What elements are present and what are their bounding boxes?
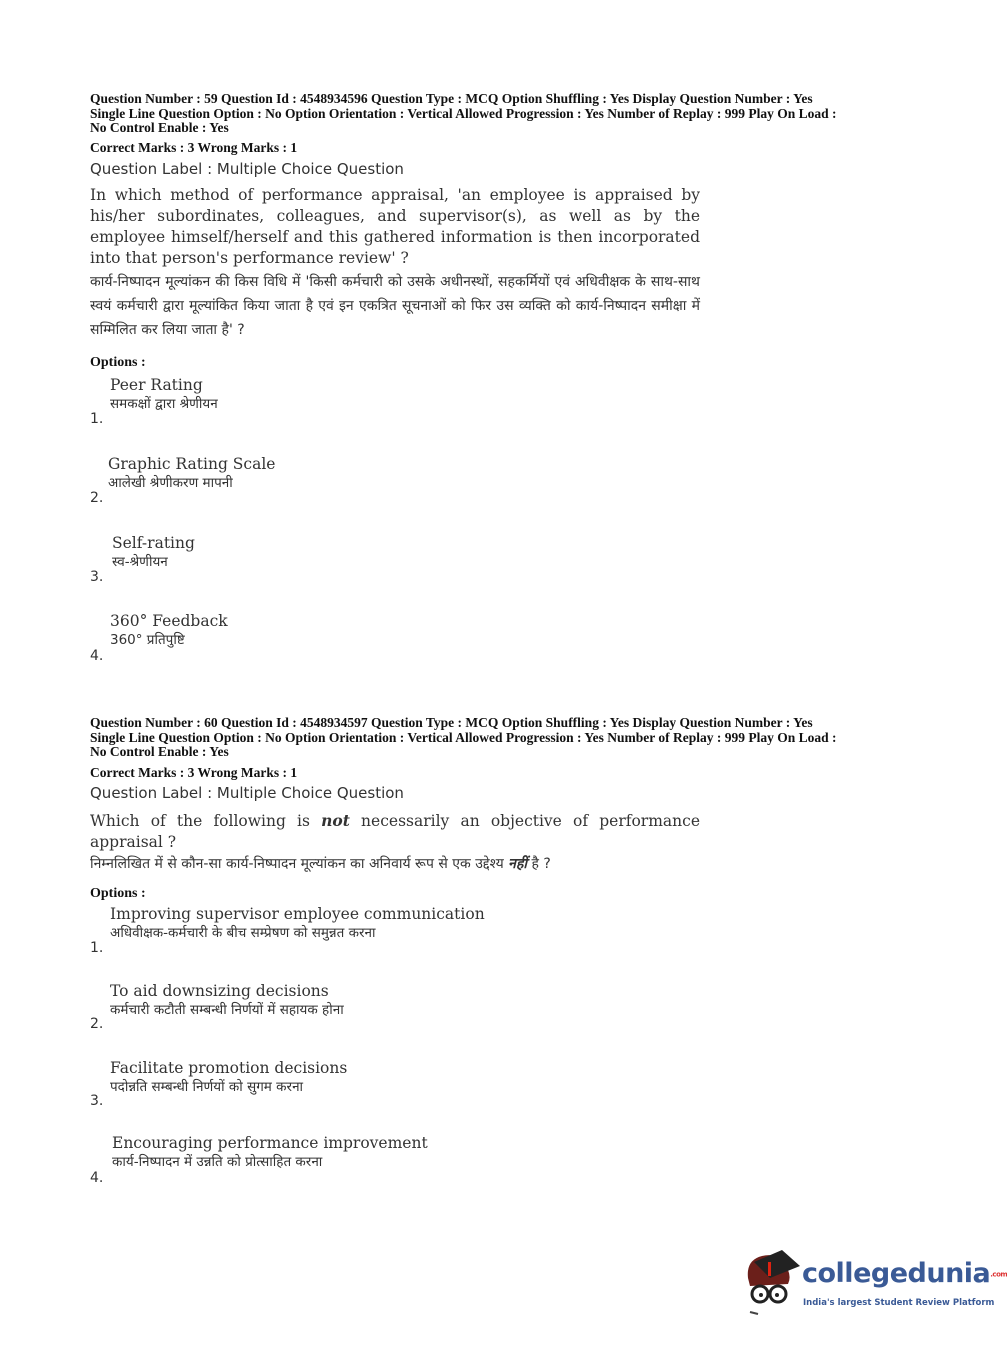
question-60-options-label: Options : (90, 886, 146, 901)
option-60-1 (110, 905, 485, 941)
option-number: 1. (90, 411, 104, 427)
option-60-2 (110, 982, 344, 1018)
option-text-hi: पदोन्नति सम्बन्धी निर्णयों को सुगम करना (110, 1079, 304, 1095)
mascot-icon (740, 1248, 802, 1318)
option-60-4 (112, 1134, 428, 1170)
meta-line: Question Number : 60 Question Id : 4548934597 Question Type : MCQ Option Shuffling : Yes Display Question Number : Yes (90, 715, 813, 730)
meta-line: No Control Enable : Yes (90, 120, 229, 135)
option-number: 2. (90, 1016, 104, 1032)
meta-line: Single Line Question Option : No Option Orientation : Vertical Allowed Progression : Yes Number of Replay : 999 Play On Load : (90, 729, 837, 745)
option-text-en: To aid downsizing decisions (110, 982, 329, 1000)
option-number: 2. (90, 490, 104, 506)
option-text-en: Encouraging performance improvement (112, 1134, 428, 1152)
option-59-1 (110, 376, 218, 412)
option-text-en: Peer Rating (110, 376, 203, 394)
option-number: 3. (90, 1093, 104, 1109)
question-59-marks: Correct Marks : 3 Wrong Marks : 1 (90, 140, 298, 155)
emphasis: not (321, 811, 350, 830)
option-text-en: Self-rating (112, 534, 195, 552)
emphasis: नहीं (508, 856, 528, 872)
option-59-4 (110, 612, 228, 648)
text-segment: Which of the following is (90, 812, 322, 830)
option-text-en: Improving supervisor employee communication (110, 905, 485, 923)
question-60-text-en (90, 810, 700, 853)
text-segment: निम्नलिखित में से कौन-सा कार्य-निष्पादन मूल्यांकन का अनिवार्य रूप से एक उद्देश्य (90, 856, 509, 872)
option-59-3 (112, 534, 195, 570)
option-text-hi: कर्मचारी कटौती सम्बन्धी निर्णयों में सहायक होना (110, 1002, 344, 1018)
option-number: 4. (90, 648, 104, 664)
meta-line: No Control Enable : Yes (90, 744, 229, 759)
option-59-2 (108, 455, 275, 491)
collegedunia-logo (740, 1248, 1007, 1318)
option-text-hi: कार्य-निष्पादन में उन्नति को प्रोत्साहित करना (112, 1154, 323, 1170)
option-text-hi: आलेखी श्रेणीकरण मापनी (108, 475, 233, 491)
text-segment: है ? (527, 856, 551, 872)
option-number: 3. (90, 569, 104, 585)
option-number: 4. (90, 1170, 104, 1186)
meta-line: Question Number : 59 Question Id : 4548934596 Question Type : MCQ Option Shuffling : Yes Display Question Number : Yes (90, 91, 813, 106)
option-text-en: 360° Feedback (110, 612, 228, 630)
option-text-hi: समकक्षों द्वारा श्रेणीयन (110, 396, 218, 412)
brand-tagline: India's largest Student Review Platform (803, 1298, 995, 1308)
question-59-label: Question Label : Multiple Choice Question (90, 160, 404, 178)
question-59-options-label: Options : (90, 355, 146, 370)
option-number: 1. (90, 940, 104, 956)
option-text-hi: अधिवीक्षक-कर्मचारी के बीच सम्प्रेषण को समुन्नत करना (110, 925, 376, 941)
question-60-meta (90, 716, 920, 760)
brand-name: collegedunia.com (802, 1258, 1007, 1289)
question-59-text-hi: कार्य-निष्पादन मूल्यांकन की किस विधि में 'किसी कर्मचारी को उसके अधीनस्थों, सहकर्मियों एवं अधिवीक्षक के साथ-साथ स्वयं कर्मचारी द्वारा मूल्यांकित किया जाता है एवं इन एकत्रित सूचनाओं को फिर उस व्यक्ति को कार्य-निष्पादन समीक्षा में सम्मिलित कर लिया जाता है' ? (90, 274, 700, 338)
option-text-en: Facilitate promotion decisions (110, 1059, 348, 1077)
question-60-label: Question Label : Multiple Choice Question (90, 784, 404, 802)
question-60-marks: Correct Marks : 3 Wrong Marks : 1 (90, 765, 298, 780)
option-text-en: Graphic Rating Scale (108, 455, 276, 473)
option-60-3 (110, 1059, 347, 1095)
option-text-hi: 360° प्रतिपुष्टि (110, 632, 185, 648)
text-segment: necessarily an objective of performance appraisal ? (90, 812, 700, 851)
question-59-text-en: In which method of performance appraisal, 'an employee is appraised by his/her subordinates, colleagues, and supervisor(s), as well as by the employee himself/herself and this gathered information is then incorporated into that person's performance review' ? (90, 186, 700, 267)
question-59-meta (90, 92, 920, 136)
meta-line: Single Line Question Option : No Option Orientation : Vertical Allowed Progression : Yes Number of Replay : 999 Play On Load : (90, 105, 837, 121)
option-text-hi: स्व-श्रेणीयन (112, 554, 168, 570)
question-60-text-hi (90, 852, 700, 876)
